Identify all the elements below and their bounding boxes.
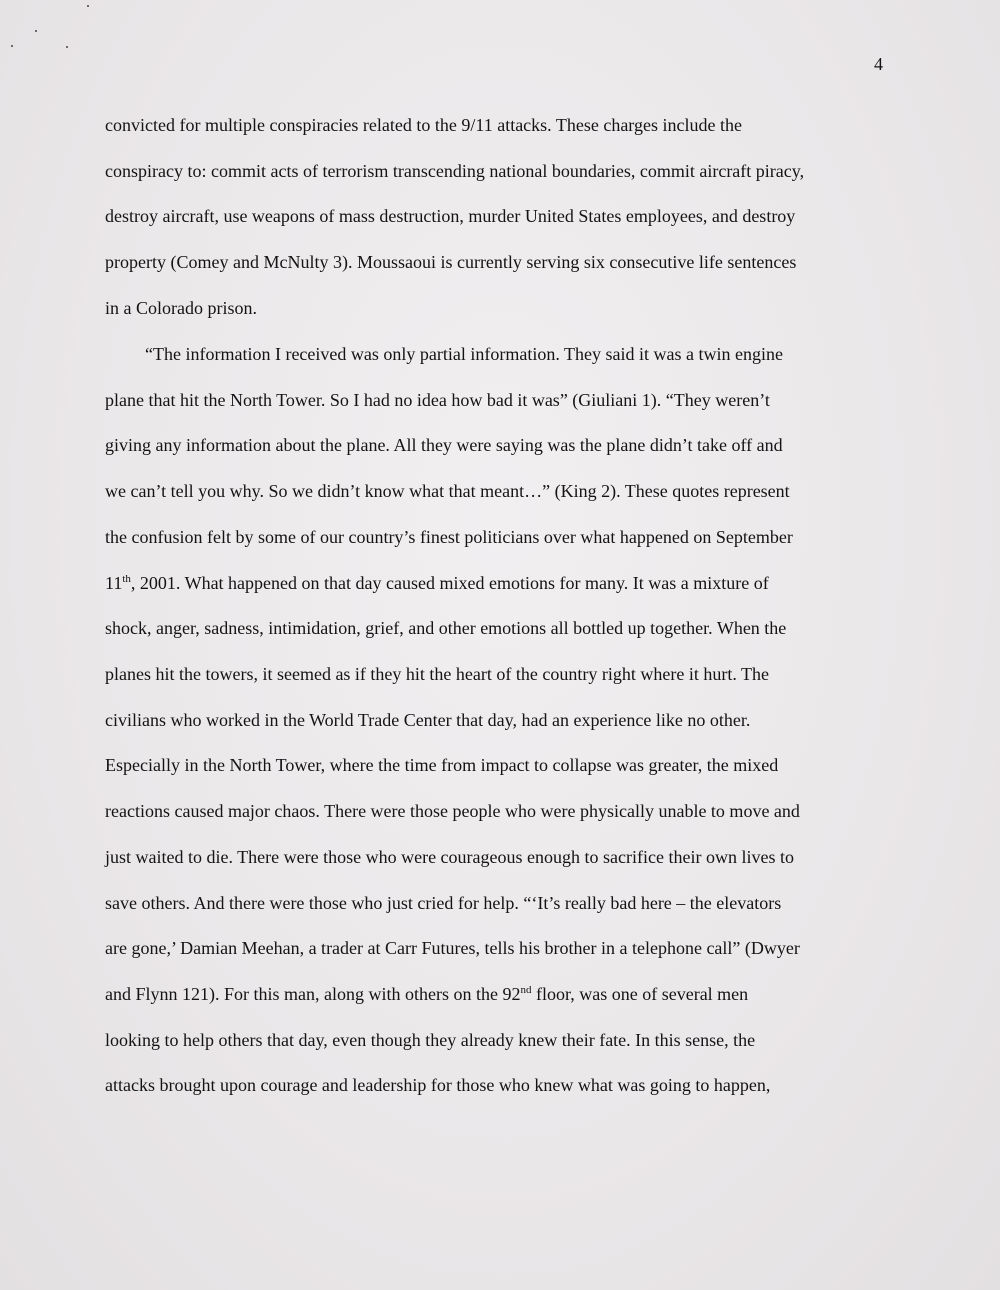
- text-line: planes hit the towers, it seemed as if they hit the heart of the country right where it hurt. The: [105, 664, 769, 684]
- text-line: attacks brought upon courage and leadership for those who knew what was going to happen,: [105, 1075, 771, 1095]
- text-line: civilians who worked in the World Trade Center that day, had an experience like no other.: [105, 710, 751, 730]
- text-line: property (Comey and McNulty 3). Moussaoui is currently serving six consecutive life sentences: [105, 252, 797, 272]
- text-segment: 11: [105, 573, 123, 593]
- text-line: conspiracy to: commit acts of terrorism transcending national boundaries, commit aircraft piracy,: [105, 161, 805, 181]
- text-line: giving any information about the plane. All they were saying was the plane didn’t take off and: [105, 435, 783, 455]
- text-line: convicted for multiple conspiracies related to the 9/11 attacks. These charges include the: [105, 115, 742, 135]
- text-line: save others. And there were those who just cried for help. “‘It’s really bad here – the elevators: [105, 893, 782, 913]
- text-line-with-superscript: [105, 983, 748, 1005]
- text-line: Especially in the North Tower, where the time from impact to collapse was greater, the mixed: [105, 755, 779, 775]
- text-segment: floor, was one of several men: [531, 984, 749, 1004]
- text-line: in a Colorado prison.: [105, 298, 257, 318]
- text-line: the confusion felt by some of our country’s finest politicians over what happened on September: [105, 527, 793, 547]
- text-line: shock, anger, sadness, intimidation, grief, and other emotions all bottled up together. When the: [105, 618, 787, 638]
- scan-speck: [11, 45, 13, 47]
- text-segment: and Flynn 121). For this man, along with others on the 92: [105, 984, 521, 1004]
- text-line: destroy aircraft, use weapons of mass destruction, murder United States employees, and destroy: [105, 206, 796, 226]
- text-line: looking to help others that day, even though they already knew their fate. In this sense, the: [105, 1030, 756, 1050]
- scan-speck: [35, 30, 37, 32]
- ordinal-superscript: th: [122, 573, 131, 585]
- text-line: reactions caused major chaos. There were those people who were physically unable to move and: [105, 801, 800, 821]
- text-line: plane that hit the North Tower. So I had no idea how bad it was” (Giuliani 1). “They weren’t: [105, 390, 770, 410]
- scan-speck: [87, 5, 89, 7]
- text-line: we can’t tell you why. So we didn’t know what that meant…” (King 2). These quotes represent: [105, 481, 790, 501]
- text-line: are gone,’ Damian Meehan, a trader at Carr Futures, tells his brother in a telephone call” (Dwyer: [105, 938, 800, 958]
- page-number: 4: [874, 54, 883, 74]
- scan-speck: [66, 46, 68, 48]
- ordinal-superscript: nd: [520, 984, 532, 996]
- text-line-with-superscript: [105, 572, 769, 594]
- text-line: just waited to die. There were those who were courageous enough to sacrifice their own lives to: [105, 847, 794, 867]
- paragraph-first-line: “The information I received was only partial information. They said it was a twin engine: [145, 344, 783, 364]
- text-segment: , 2001. What happened on that day caused mixed emotions for many. It was a mixture of: [130, 573, 769, 593]
